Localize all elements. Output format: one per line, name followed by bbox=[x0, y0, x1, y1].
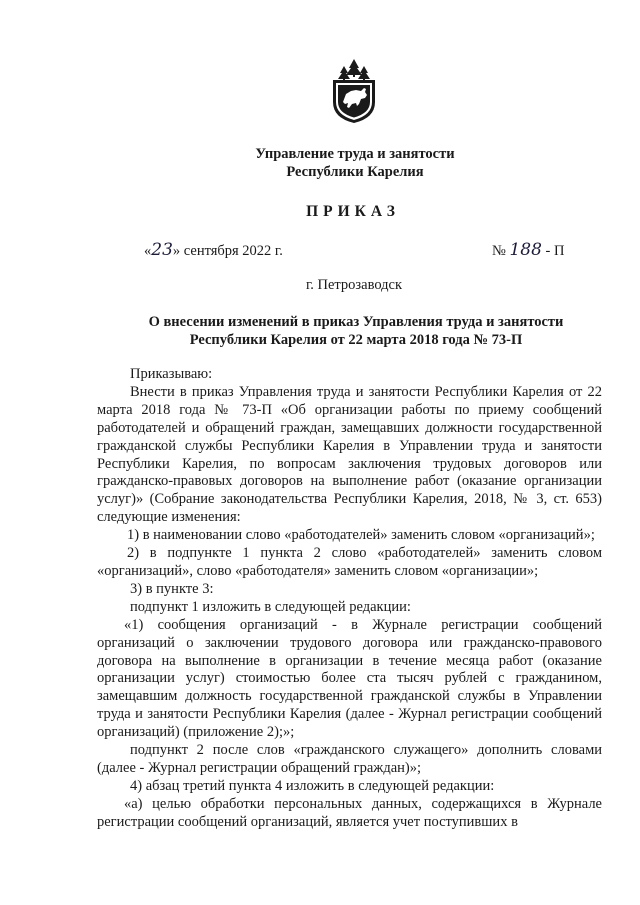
date-open-quote: « bbox=[144, 243, 152, 259]
order-paragraph-main: Внести в приказ Управления труда и занятости Республики Карелия от 22 марта 2018 года № 73-П «Об организации работы по приему сообщений работодателей и обращений граждан, замещавших должности государственной гражданской службы Республики Карелия в Управлении труда и занятости Республики Карелия, по вопросам заключения трудовых договоров или гражданско-правовых договоров на выполнение работ (оказание организации услуг)» (Собрание законодательства Республики Карелия, 2018, № 3, ст. 653) следующие изменения: bbox=[97, 383, 602, 526]
document-number bbox=[492, 240, 564, 260]
document-type-title: ПРИКАЗ bbox=[306, 203, 400, 220]
date-month-year: » сентября 2022 г. bbox=[172, 243, 283, 259]
order-subitem-1-text: «1) сообщения организаций - в Журнале регистрации сообщений организаций о заключении трудового договора или гражданско-правового договора на выполнение в организации в течение месяца работ (оказание организации услуг) стоимостью более ста тысяч рублей с гражданином, замещавшим должность государственной гражданской службы в Управлении труда и занятости Республики Карелия (далее - Журнал регистрации сообщений организаций) (приложение 2);»; bbox=[97, 616, 602, 741]
number-value-handwritten: 188 bbox=[509, 240, 542, 260]
order-body bbox=[97, 366, 602, 832]
organization-name-line1: Управление труда и занятости bbox=[255, 146, 455, 162]
order-preamble: Приказываю: bbox=[130, 366, 213, 382]
order-subitem-intro: подпункт 1 изложить в следующей редакции: bbox=[130, 598, 411, 615]
order-item-2: 2) в подпункте 1 пункта 2 слово «работодателей» заменить словом «организаций», слово «работодателя» заменить словом «организации»; bbox=[97, 545, 602, 579]
order-item-4-text: «а) целью обработки персональных данных, содержащихся в Журнале регистрации сообщений организаций, является учет поступивших в bbox=[97, 795, 602, 830]
document-date bbox=[144, 240, 283, 260]
number-prefix: № bbox=[492, 243, 510, 259]
subject-line1: О внесении изменений в приказ Управления труда и занятости bbox=[148, 314, 564, 330]
karelia-coat-of-arms-icon bbox=[329, 58, 379, 124]
number-suffix: - П bbox=[541, 243, 565, 259]
order-item-1: 1) в наименовании слово «работодателей» заменить словом «организаций»; bbox=[127, 527, 595, 544]
order-item-4: 4) абзац третий пункта 4 изложить в следующей редакции: bbox=[130, 777, 495, 794]
subject-line2: Республики Карелия от 22 марта 2018 года № 73-П bbox=[189, 332, 523, 348]
order-item-3: 3) в пункте 3: bbox=[130, 580, 214, 597]
city-name: г. Петрозаводск bbox=[305, 277, 403, 293]
date-day-handwritten: 23 bbox=[151, 240, 173, 260]
organization-name-line2: Республики Карелия bbox=[286, 164, 424, 180]
order-subitem-2-text: подпункт 2 после слов «гражданского служащего» дополнить словами (далее - Журнал регистрации обращений граждан)»; bbox=[97, 742, 602, 776]
